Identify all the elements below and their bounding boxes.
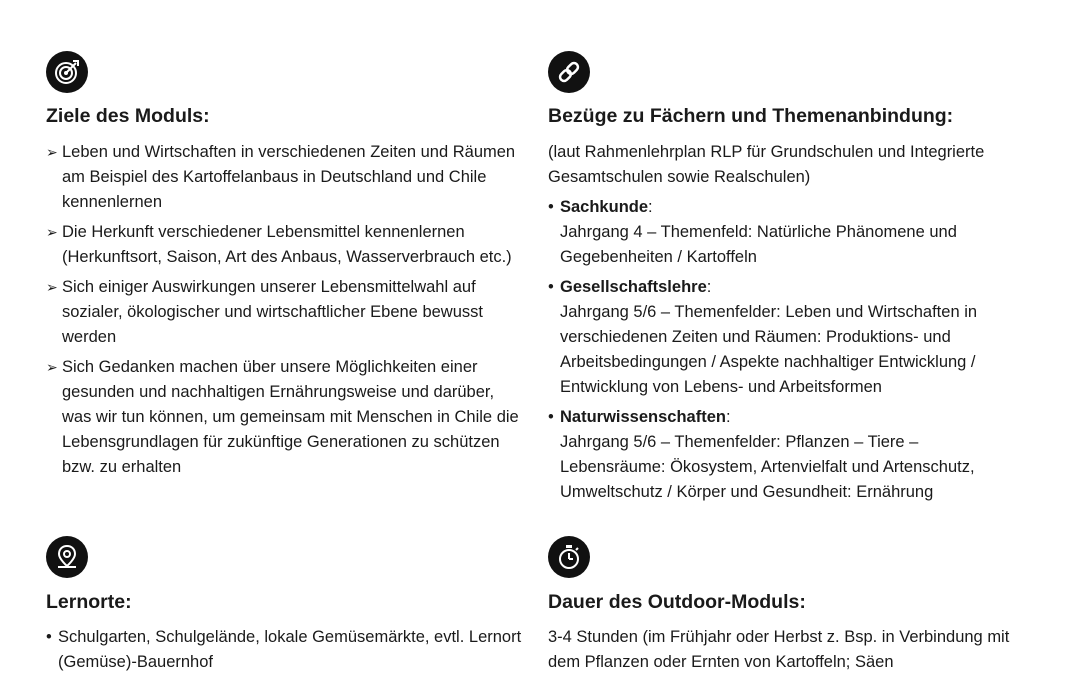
goals-list: [46, 140, 526, 480]
list-item: • Gesellschaftslehre: Jahrgang 5/6 – Themenfelder: Leben und Wirtschaften in verschiedenen Zeiten und Räumen: Produktions- und Arbeitsbedingungen / Aspekte nachhaltiger Entwicklung / Entwicklung von Lebens- und Arbeitsformen: [548, 275, 1026, 400]
subjects-content: [548, 140, 1026, 510]
list-item: • Sachkunde: Jahrgang 4 – Themenfeld: Natürliche Phänomene und Gegebenheiten / Kartoffeln: [548, 195, 1026, 270]
subject-text: Jahrgang 5/6 – Themenfelder: Leben und Wirtschaften in verschiedenen Zeiten und Räumen: Produktions- und Arbeitsbedingungen / Aspekte nachhaltiger Entwicklung / Entwicklung von Lebens- und Arbeitsformen: [560, 303, 978, 396]
subject-text: Jahrgang 5/6 – Themenfelder: Pflanzen – Tiere – Lebensräume: Ökosystem, Artenvielfalt und Artenschutz, Umweltschutz / Körper und Gesundheit: Ernährung: [560, 433, 975, 501]
subjects-title: Bezüge zu Fächern und Themenanbindung:: [548, 105, 954, 127]
subjects-note: (laut Rahmenlehrplan RLP für Grundschulen und Integrierte Gesamtschulen sowie Realschulen): [548, 143, 985, 186]
goals-title: Ziele des Moduls:: [46, 105, 210, 127]
target-icon: [46, 51, 88, 93]
arrow-marker-icon: ➢: [46, 144, 58, 160]
locations-content: [46, 625, 526, 680]
locations-title: Lernorte:: [46, 591, 132, 613]
list-item: ➢ Die Herkunft verschiedener Lebensmittel kennenlernen (Herkunftsort, Saison, Art des Anbaus, Wasserverbrauch etc.): [46, 220, 526, 270]
bullet-marker-icon: •: [548, 198, 554, 216]
duration-title: Dauer des Outdoor-Moduls:: [548, 591, 806, 613]
arrow-marker-icon: ➢: [46, 279, 58, 295]
subject-text: Jahrgang 4 – Themenfeld: Natürliche Phänomene und Gegebenheiten / Kartoffeln: [560, 223, 957, 266]
subject-name: Gesellschaftslehre: [560, 278, 707, 296]
locations-list: [46, 625, 526, 675]
list-item: • Schulgarten, Schulgelände, lokale Gemüsemärkte, evtl. Lernort (Gemüse)-Bauernhof: [46, 625, 526, 675]
duration-text: 3-4 Stunden (im Frühjahr oder Herbst z. Bsp. in Verbindung mit dem Pflanzen oder Ernten von Kartoffeln; Säen: [548, 628, 1010, 671]
list-item: ➢ Leben und Wirtschaften in verschiedenen Zeiten und Räumen am Beispiel des Kartoffelanbaus in Deutschland und Chile kennenlernen: [46, 140, 526, 215]
location-pin-icon: [46, 536, 88, 578]
stopwatch-icon: [548, 536, 590, 578]
subjects-list: [548, 195, 1026, 505]
bullet-marker-icon: •: [46, 628, 52, 646]
subject-name: Sachkunde: [560, 198, 649, 216]
link-icon: [548, 51, 590, 93]
list-item: ➢ Sich einiger Auswirkungen unserer Lebensmittelwahl auf sozialer, ökologischer und wirtschaftlicher Ebene bewusst werden: [46, 275, 526, 350]
arrow-marker-icon: ➢: [46, 224, 58, 240]
bullet-marker-icon: •: [548, 408, 554, 426]
list-item: ➢ Sich Gedanken machen über unsere Möglichkeiten einer gesunden und nachhaltigen Ernährungsweise und darüber, was wir tun können, um gemeinsam mit Menschen in Chile die Lebensgrundlagen für zukünftige Generationen zu schützen bzw. zu erhalten: [46, 355, 526, 480]
subject-name: Naturwissenschaften: [560, 408, 726, 426]
bullet-marker-icon: •: [548, 278, 554, 296]
goals-list-wrapper: [46, 140, 526, 485]
list-item: • Naturwissenschaften: Jahrgang 5/6 – Themenfelder: Pflanzen – Tiere – Lebensräume: Ökosystem, Artenvielfalt und Artenschutz, Umweltschutz / Körper und Gesundheit: Ernährung: [548, 405, 1026, 505]
arrow-marker-icon: ➢: [46, 359, 58, 375]
